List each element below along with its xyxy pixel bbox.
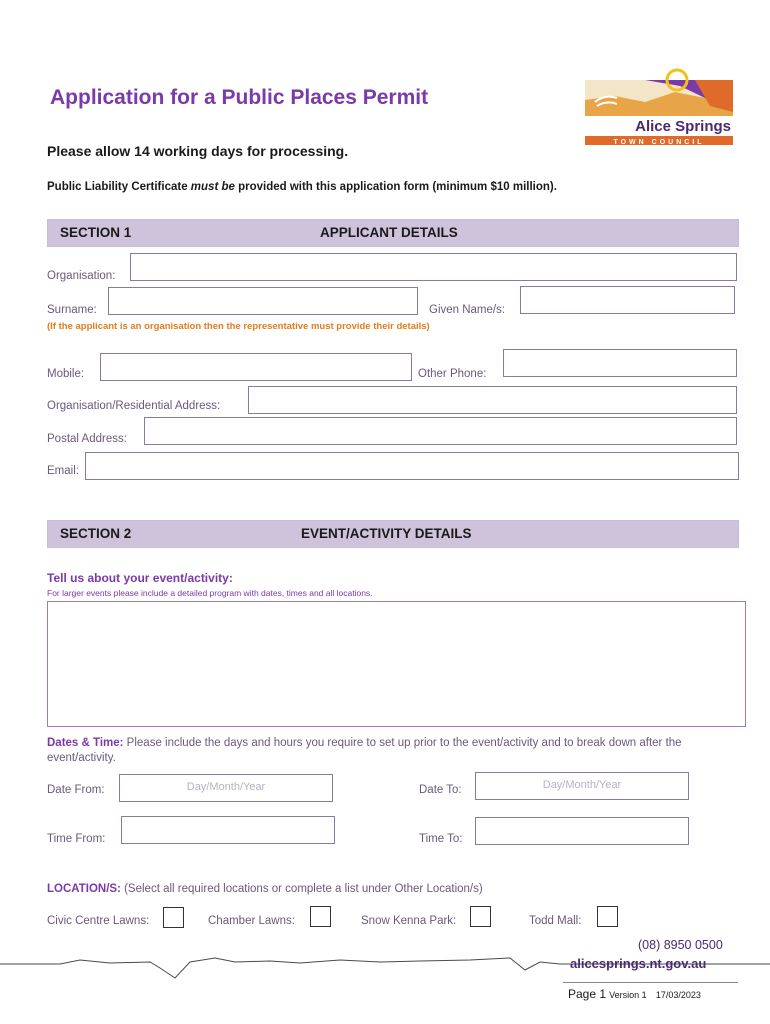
location-todd-mall-label: Todd Mall: xyxy=(529,915,582,927)
time-to-field[interactable] xyxy=(475,817,689,845)
email-field[interactable] xyxy=(85,452,739,480)
address-field[interactable] xyxy=(248,386,737,414)
email-label: Email: xyxy=(47,465,79,477)
page-title: Application for a Public Places Permit xyxy=(50,86,429,109)
date-from-label: Date From: xyxy=(47,784,105,796)
representative-note: (If the applicant is an organisation then the representative must provide their details) xyxy=(47,321,430,332)
given-names-label: Given Name/s: xyxy=(429,304,506,316)
alice-springs-logo xyxy=(585,66,733,146)
postal-label: Postal Address: xyxy=(47,433,127,445)
liability-note: Public Liability Certificate must be provided with this application form (minimum $10 million). xyxy=(47,181,557,193)
processing-note: Please allow 14 working days for processing. xyxy=(47,143,349,159)
section2-number: SECTION 2 xyxy=(60,526,132,541)
svg-text:TOWN COUNCIL: TOWN COUNCIL xyxy=(613,139,705,146)
other-phone-label: Other Phone: xyxy=(418,368,487,380)
section1-heading: APPLICANT DETAILS xyxy=(320,225,458,240)
other-phone-field[interactable] xyxy=(503,349,737,377)
snow-kenna-park-checkbox[interactable] xyxy=(470,906,491,927)
surname-label: Surname: xyxy=(47,304,97,316)
footer-phone: (08) 8950 0500 xyxy=(638,938,723,952)
mobile-field[interactable] xyxy=(100,353,412,381)
todd-mall-checkbox[interactable] xyxy=(597,906,618,927)
organisation-label: Organisation: xyxy=(47,270,116,282)
surname-field[interactable] xyxy=(108,287,418,315)
date-from-field[interactable]: Day/Month/Year xyxy=(119,774,333,802)
section1-bar xyxy=(47,219,739,247)
mobile-label: Mobile: xyxy=(47,368,85,380)
section2-heading: EVENT/ACTIVITY DETAILS xyxy=(301,526,472,541)
time-from-field[interactable] xyxy=(121,816,335,844)
footer-website[interactable]: alicesprings.nt.gov.au xyxy=(570,956,707,971)
event-hint: For larger events please include a detailed program with dates, times and all locations. xyxy=(47,588,373,598)
location-chamber-label: Chamber Lawns: xyxy=(208,915,295,927)
chamber-lawns-checkbox[interactable] xyxy=(310,906,331,927)
organisation-field[interactable] xyxy=(130,253,737,281)
footer-divider xyxy=(563,982,738,983)
location-snow-kenna-label: Snow Kenna Park: xyxy=(361,915,457,927)
postal-address-field[interactable] xyxy=(144,417,737,445)
section1-number: SECTION 1 xyxy=(60,225,132,240)
time-from-label: Time From: xyxy=(47,833,106,845)
svg-text:Alice Springs: Alice Springs xyxy=(635,118,731,135)
event-question: Tell us about your event/activity: xyxy=(47,571,233,585)
civic-centre-lawns-checkbox[interactable] xyxy=(163,907,184,928)
dates-instructions: Dates & Time: Please include the days and hours you require to set up prior to the event/activity and to break down after the event/activity. xyxy=(47,737,682,764)
footer-page-info: Page 1 Version 1 17/03/2023 xyxy=(568,987,701,1001)
location-civic-label: Civic Centre Lawns: xyxy=(47,915,150,927)
event-description-field[interactable] xyxy=(47,601,746,727)
date-to-field[interactable]: Day/Month/Year xyxy=(475,772,689,800)
section2-bar xyxy=(47,520,739,548)
date-to-label: Date To: xyxy=(419,784,462,796)
given-names-field[interactable] xyxy=(520,286,735,314)
location-instructions: LOCATION/S: (Select all required locations or complete a list under Other Location/s) xyxy=(47,883,483,895)
address-label: Organisation/Residential Address: xyxy=(47,400,221,412)
time-to-label: Time To: xyxy=(419,833,463,845)
